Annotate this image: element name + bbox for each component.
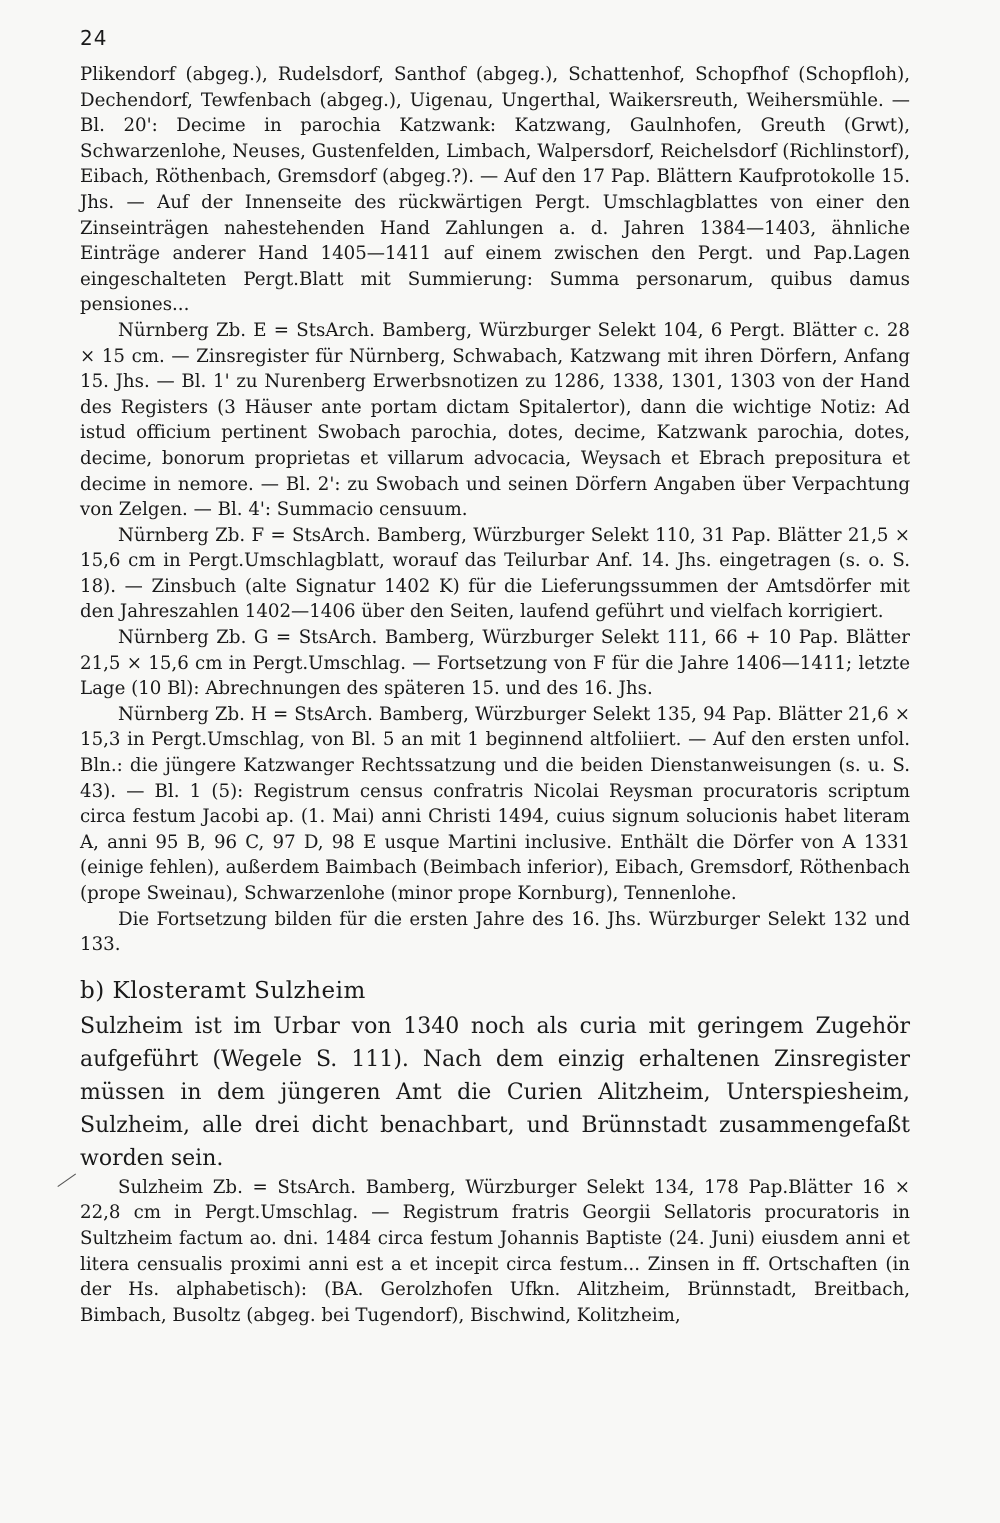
paragraph: Sulzheim Zb. = StsArch. Bamberg, Würzburger Selekt 134, 178 Pap.Blätter 16 × 22,8 cm in Pergt.Umschlag. — Registrum fratris Georgii Sellatoris procuratoris in Sultzheim factum ao. dni. 1484 circa festum Johannis Baptiste (24. Juni) eiusdem anni et litera censualis proximi anni est a et incepit circa festum... Zinsen in ff. Ortschaften (in der Hs. alphabetisch): (BA. Gerolzhofen Ufkn. Alitzheim, Brünnstadt, Breitbach, Bimbach, Busoltz (abgeg. bei Tugendorf), Bischwind, Kolitzheim, xyxy=(80,1176,910,1326)
paragraph: Die Fortsetzung bilden für die ersten Jahre des 16. Jhs. Würzburger Selekt 132 und 133. xyxy=(80,908,910,956)
paragraph: Plikendorf (abgeg.), Rudelsdorf, Santhof (abgeg.), Schattenhof, Schopfhof (Schopfloh), Dechendorf, Tewfenbach (abgeg.), Uigenau, Ungerthal, Waikersreuth, Weihersmühle. — Bl. 20': Decime in parochia Katzwank: Katzwang, Gaulnhofen, Greuth (Grwt), Schwarzenlohe, Neuses, Gustenfelden, Limbach, Walpersdorf, Reichelsdorf (Richlinstorf), Eibach, Röthenbach, Gremsdorf (abgeg.?). — Auf den 17 Pap. Blättern Kaufprotokolle 15. Jhs. — Auf der Innenseite des rückwärtigen Pergt. Umschlagblattes von einer den Zinseinträgen nahestehenden Hand Zahlungen a. d. Jahren 1384—1403, ähnliche Einträge anderer Hand 1405—1411 auf einem zwischen den Pergt. und Pap.Lagen eingeschalteten Pergt.Blatt mit Summierung: Summa personarum, quibus damus pensiones... xyxy=(80,64,910,316)
paragraph: Nürnberg Zb. E = StsArch. Bamberg, Würzburger Selekt 104, 6 Pergt. Blätter c. 28 × 15 cm. — Zinsregister für Nürnberg, Schwabach, Katzwang mit ihren Dörfern, Anfang 15. Jhs. — Bl. 1' zu Nurenberg Erwerbsnotizen zu 1286, 1338, 1301, 1303 von der Hand des Registers (3 Häuser ante portam dictam Spitalertor), dann die wichtige Notiz: Ad istud officium pertinent Swobach parochia, dotes, decime, Katzwank parochia, dotes, decime, bonorum proprietas et villarum advocacia, Weysach et Ebrach prepositura et decime in nemore. — Bl. 2': zu Swobach und seinen Dörfern Angaben über Verpachtung von Zelgen. — Bl. 4': Summacio censuum. xyxy=(80,319,910,521)
section-intro: Sulzheim ist im Urbar von 1340 noch als curia mit geringem Zugehör aufgeführt (Wegele S. 111). Nach dem einzig erhaltenen Zinsregister müssen in dem jüngeren Amt die Curien Alitzheim, Unterspiesheim, Sulzheim, alle drei dicht benachbart, und Brünnstadt zusammengefaßt worden sein. xyxy=(80,1013,910,1171)
paragraph: Nürnberg Zb. F = StsArch. Bamberg, Würzburger Selekt 110, 31 Pap. Blätter 21,5 × 15,6 cm in Pergt.Umschlagblatt, worauf das Teilurbar Anf. 14. Jhs. eingetragen (s. o. S. 18). — Zinsbuch (alte Signatur 1402 K) für die Lieferungssummen der Amtsdörfer mit den Jahreszahlen 1402—1406 über den Seiten, laufend geführt und vielfach korrigiert. xyxy=(80,524,910,623)
document-body xyxy=(80,62,910,1328)
page-number: 24 xyxy=(80,26,108,50)
paragraph: Nürnberg Zb. G = StsArch. Bamberg, Würzburger Selekt 111, 66 + 10 Pap. Blätter 21,5 × 15,6 cm in Pergt.Umschlag. — Fortsetzung von F für die Jahre 1406—1411; letzte Lage (10 Bl): Abrechnungen des späteren 15. und des 16. Jhs. xyxy=(80,627,910,700)
section-heading: b) Klosteramt Sulzheim xyxy=(80,977,366,1004)
margin-mark xyxy=(47,1159,76,1187)
paragraph: Nürnberg Zb. H = StsArch. Bamberg, Würzburger Selekt 135, 94 Pap. Blätter 21,6 × 15,3 in Pergt.Umschlag, von Bl. 5 an mit 1 beginnend altfoliiert. — Auf den ersten unfol. Bln.: die jüngere Katzwanger Rechtssatzung und die beiden Dienstanweisungen (s. u. S. 43). — Bl. 1 (5): Registrum census confratris Nicolai Reysman procuratoris scriptum circa festum Jacobi ap. (1. Mai) anni Christi 1494, cuius signum solucionis habet literam A, anni 95 B, 96 C, 97 D, 98 E usque Martini inclusive. Enthält die Dörfer von A 1331 (einige fehlen), außerdem Baimbach (Beimbach inferior), Eibach, Gremsdorf, Röthenbach (prope Sweinau), Schwarzenlohe (minor prope Kornburg), Tennenlohe. xyxy=(80,703,910,904)
